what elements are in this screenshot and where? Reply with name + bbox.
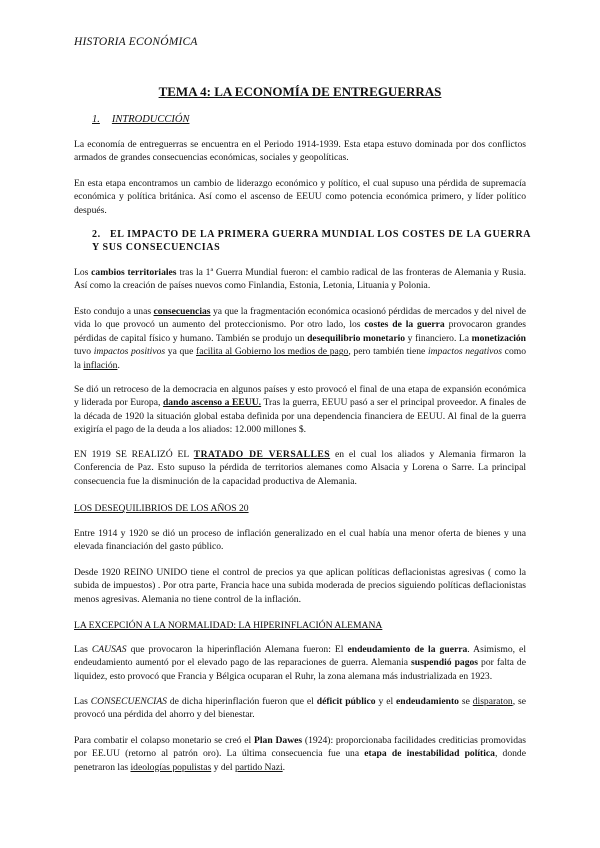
paragraph-cambios-territoriales: Los cambios territoriales tras la 1ª Guerra Mundial fueron: el cambio radical de las fronteras de Alemania y Rusia. Así como la creación de países nuevos como Finlandia, Estonia, Letonia, Lituania y Polonia. xyxy=(74,267,526,292)
paragraph-causas: Las CAUSAS que provocaron la hiperinflación Alemana fueron: El endeudamiento de la guerra. Asimismo, el endeudamiento aumentó por el elevado pago de las reparaciones de guerra. Alemania suspendió pagos por falta de liquidez, esto provocó que Francia y Bélgica ocuparan el Ruhr, la zona alemana más industrializada en 1923. xyxy=(74,644,526,682)
paragraph-reino-unido: Desde 1920 REINO UNIDO tiene el control de precios ya que aplican políticas deflacionistas agresivas ( como la subida de impuestos) . Por otra parte, Francia hace una subida moderada de precios siguiendo políticas deflacionistas menos agresivas. Alemania no tiene control de la inflación. xyxy=(74,567,526,605)
subsection-desequilibrios: LOS DESEQUILIBRIOS DE LOS AÑOS 20 xyxy=(74,503,249,514)
section-heading-introduccion xyxy=(92,114,189,125)
paragraph-tratado-versalles: EN 1919 SE REALIZÓ EL TRATADO DE VERSALLES en el cual los aliados y Alemania firmaron la Conferencia de Paz. Esto supuso la pérdida de territorios alemanes como Alsacia y Lorena o Sarre. La principal consecuencia fue la disminución de la capacidad productiva de Alemania. xyxy=(74,449,526,487)
section-heading-impacto xyxy=(92,228,532,254)
page-title: TEMA 4: LA ECONOMÍA DE ENTREGUERRAS xyxy=(158,84,442,99)
section-title: INTRODUCCIÓN xyxy=(111,114,190,125)
paragraph-consecuencias: Esto condujo a unas consecuencias ya que la fragmentación económica ocasionó pérdidas de mercados y del nivel de vida lo que provocó un aumento del proteccionismo. Por otro lado, los costes de la guerra provocaron grandes pérdidas de capital físico y humano. También se produjo un desequilibrio monetario y financiero. La monetización tuvo impactos positivos ya que facilita al Gobierno los medios de pago, pero también tiene impactos negativos como la inflación. xyxy=(74,306,527,371)
paragraph-consecuencias-hiperinflacion: Las CONSECUENCIAS de dicha hiperinflación fueron que el déficit público y el endeudamiento se disparaton, se provocó una pérdida del ahorro y del bienestar. xyxy=(74,696,526,721)
paragraph-retroceso-democracia: Se dió un retroceso de la democracia en algunos países y esto provocó el final de una etapa de expansión económica y liderada por Europa, dando ascenso a EEUU. Tras la guerra, EEUU pasó a ser el principal proveedor. A finales de la década de 1920 la situación global estaba definida por una dependencia financiera de EEUU. Al final de la guerra exigiría el pago de la deuda a los aliados: 12.000 millones $. xyxy=(74,384,527,436)
paragraph-liderazgo: En esta etapa encontramos un cambio de liderazgo económico y político, el cual supuso una pérdida de supremacía económica y política británica. Así como el ascenso de EEUU como potencia económica primero, y líder político después. xyxy=(74,178,526,216)
paragraph-periodo: La economía de entreguerras se encuentra en el Periodo 1914-1939. Esta etapa estuvo dominada por dos conflictos armados de grandes consecuencias económicas, sociales y geopolíticas. xyxy=(74,139,526,164)
paragraph-plan-dawes: Para combatir el colapso monetario se creó el Plan Dawes (1924): proporcionaba facilidades crediticias promovidas por EE.UU (retorno al patrón oro). La última consecuencia fue una etapa de inestabilidad política, donde penetraron las ideologías populistas y del partido Nazi. xyxy=(74,735,526,773)
subsection-hiperinflacion: LA EXCEPCIÓN A LA NORMALIDAD: LA HIPERINFLACIÓN ALEMANA xyxy=(74,620,383,631)
paragraph-inflacion: Entre 1914 y 1920 se dió un proceso de inflación generalizado en el cual había una menor oferta de bienes y una elevada financiación del gasto público. xyxy=(74,528,526,553)
section-title: EL IMPACTO DE LA PRIMERA GUERRA MUNDIAL LOS COSTES DE LA GUERRA Y SUS CONSECUENCIAS xyxy=(92,229,531,253)
section-number: 2. xyxy=(92,229,101,240)
running-header: HISTORIA ECONÓMICA xyxy=(74,36,198,48)
section-number: 1. xyxy=(92,114,100,125)
